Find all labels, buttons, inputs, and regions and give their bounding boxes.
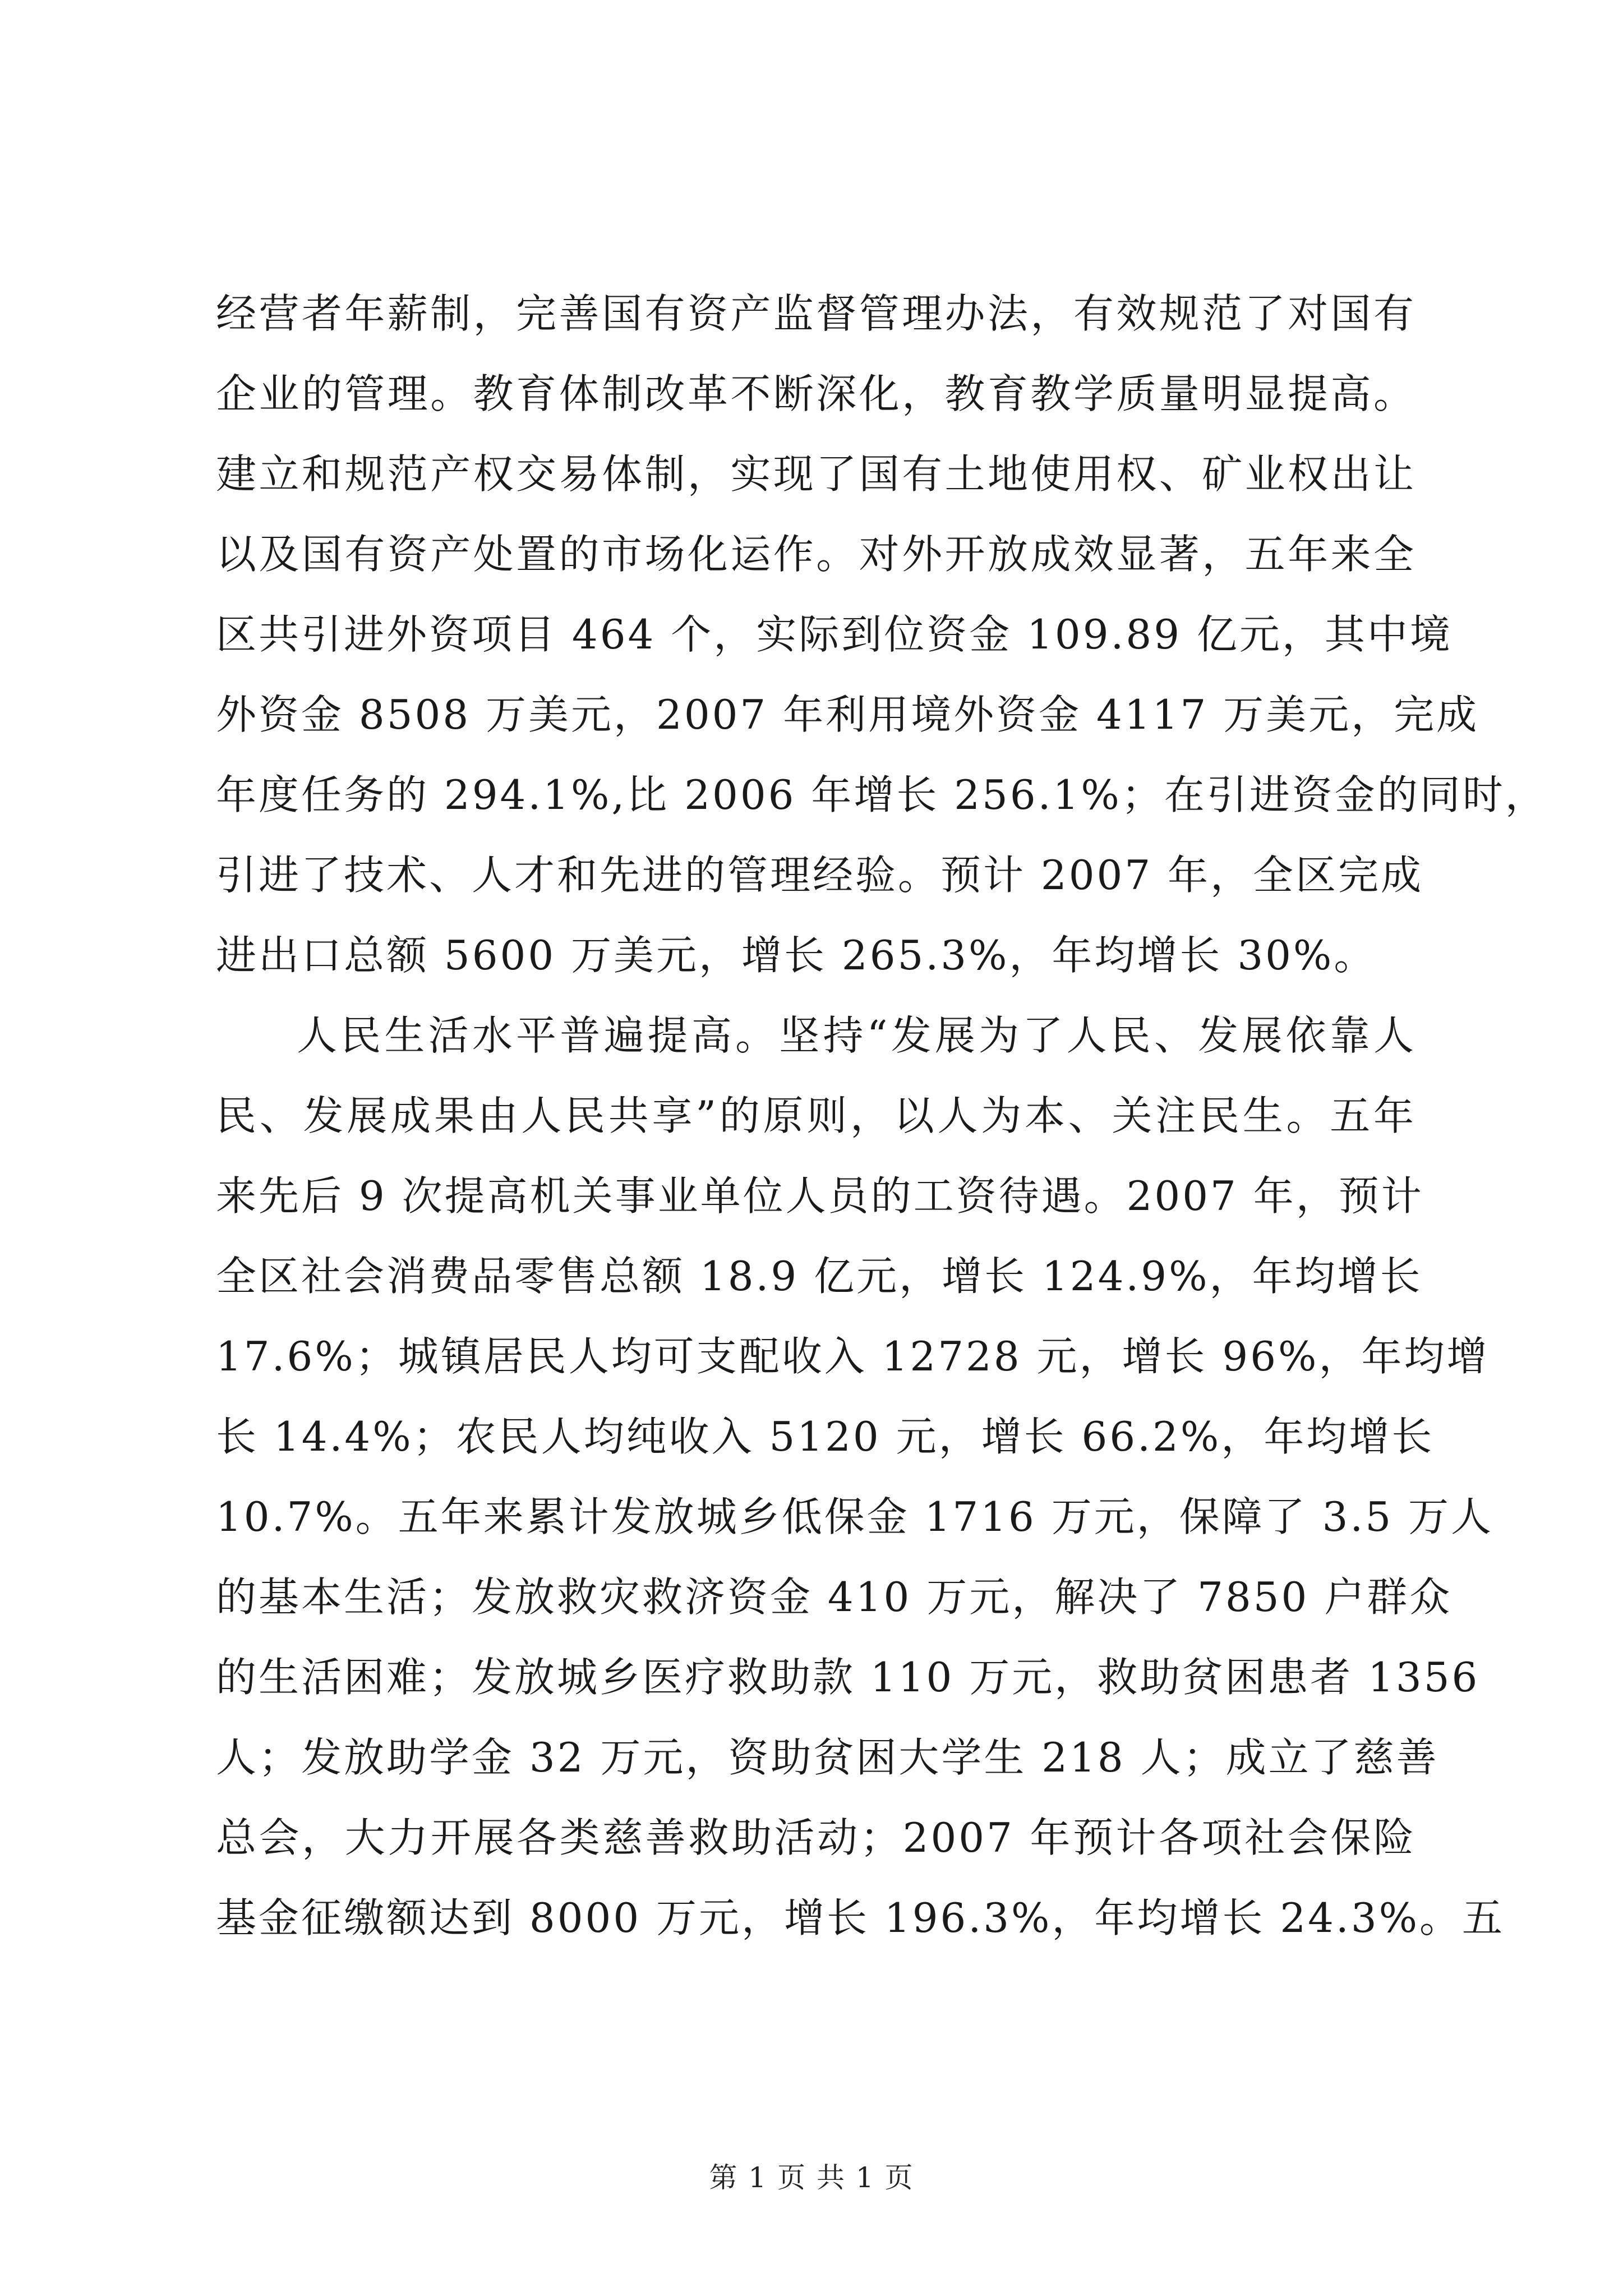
text-line: 经营者年薪制，完善国有资产监督管理办法，有效规范了对国有 bbox=[216, 290, 1416, 337]
text-line: 全区社会消费品零售总额 18.9 亿元，增长 124.9%，年均增长 bbox=[216, 1253, 1423, 1300]
text-line: 外资金 8508 万美元，2007 年利用境外资金 4117 万美元，完成 bbox=[216, 691, 1479, 738]
text-line: 年度任务的 294.1%,比 2006 年增长 256.1%；在引进资金的同时， bbox=[216, 771, 1548, 818]
text-line: 10.7%。五年来累计发放城乡低保金 1716 万元，保障了 3.5 万人 bbox=[216, 1493, 1494, 1540]
text-line: 以及国有资产处置的市场化运作。对外开放成效显著，五年来全 bbox=[216, 531, 1416, 578]
paragraph-first-line: 人民生活水平普遍提高。坚持“发展为了人民、发展依靠人 bbox=[297, 1012, 1416, 1059]
text-line: 进出口总额 5600 万美元，增长 265.3%，年均增长 30%。 bbox=[216, 932, 1377, 979]
page-number-footer: 第 1 页 共 1 页 bbox=[709, 2161, 914, 2194]
text-line: 的生活困难；发放城乡医疗救助款 110 万元，救助贫困患者 1356 bbox=[216, 1654, 1480, 1701]
text-line: 区共引进外资项目 464 个，实际到位资金 109.89 亿元，其中境 bbox=[216, 611, 1453, 658]
text-line: 长 14.4%；农民人均纯收入 5120 元，增长 66.2%，年均增长 bbox=[216, 1413, 1435, 1460]
text-line: 企业的管理。教育体制改革不断深化，教育教学质量明显提高。 bbox=[216, 370, 1416, 417]
text-line: 的基本生活；发放救灾救济资金 410 万元，解决了 7850 户群众 bbox=[216, 1573, 1453, 1621]
text-line: 建立和规范产权交易体制，实现了国有土地使用权、矿业权出让 bbox=[216, 450, 1416, 498]
text-line: 引进了技术、人才和先进的管理经验。预计 2007 年，全区完成 bbox=[216, 852, 1424, 899]
document-body bbox=[216, 274, 1548, 1958]
text-line: 17.6%；城镇居民人均可支配收入 12728 元，增长 96%，年均增 bbox=[216, 1333, 1490, 1380]
text-line: 民、发展成果由人民共享”的原则，以人为本、关注民生。五年 bbox=[216, 1092, 1416, 1139]
text-line: 来先后 9 次提高机关事业单位人员的工资待遇。2007 年，预计 bbox=[216, 1172, 1424, 1220]
text-line: 人；发放助学金 32 万元，资助贫困大学生 218 人；成立了慈善 bbox=[216, 1734, 1439, 1781]
text-line: 总会，大力开展各类慈善救助活动；2007 年预计各项社会保险 bbox=[216, 1814, 1416, 1861]
text-line: 基金征缴额达到 8000 万元，增长 196.3%，年均增长 24.3%。五 bbox=[216, 1894, 1505, 1941]
